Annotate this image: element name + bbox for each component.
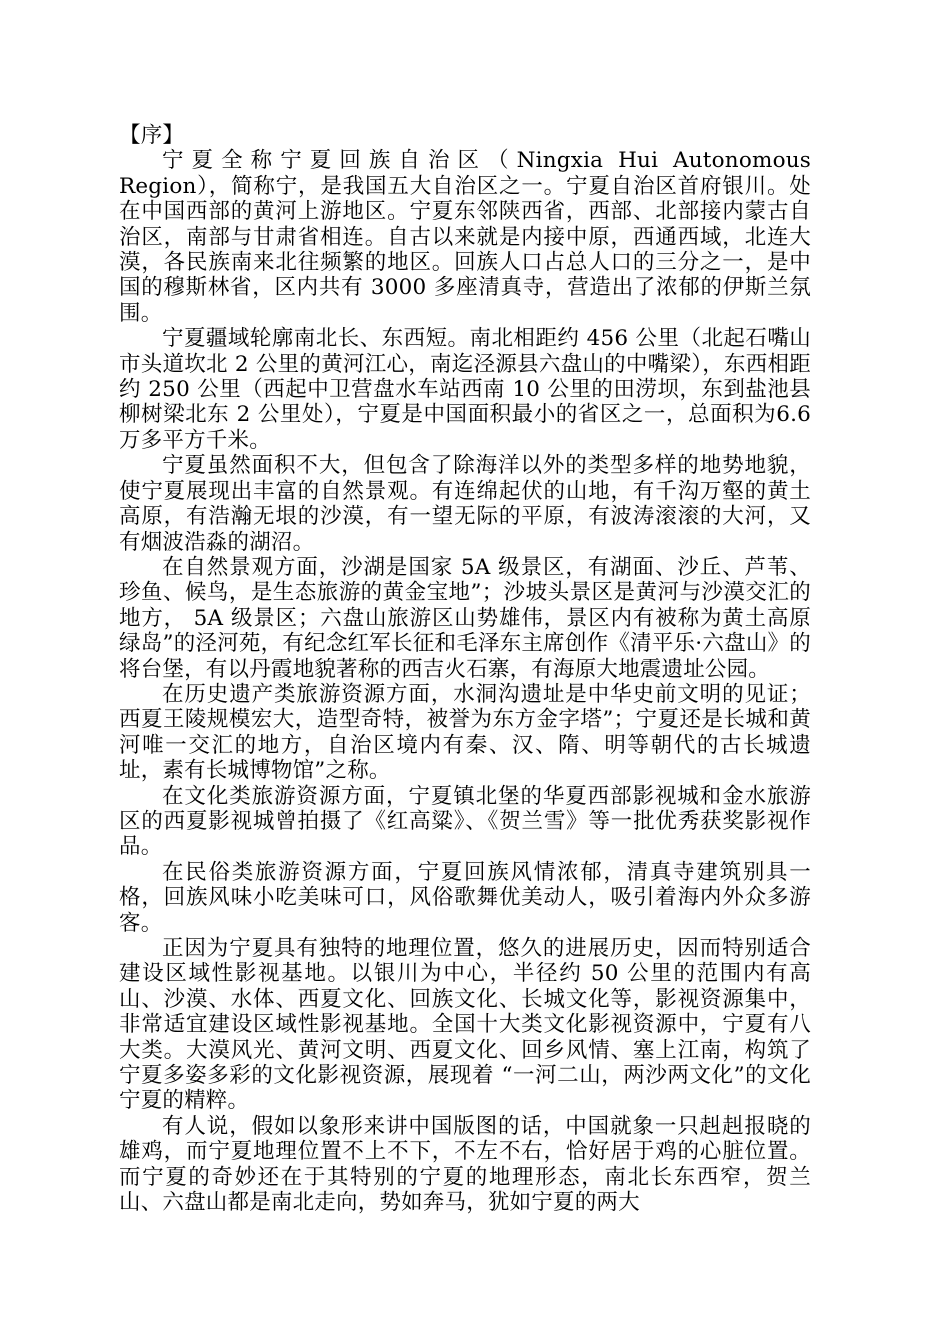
paragraph-territory: 宁夏疆域轮廓南北长、东西短。南北相距约 456 公里（北起石嘴山市头道坎北 2 公里的黄河江心，南迄泾源县六盘山的中嘴梁），东西相距约 250 公里（西起中卫营盘水车站西南 10 公里的田涝坝，东到盐池县柳树梁北东 2 公里处），宁夏是中国面积最小的省区之一，总面积为6.6万多平方千米。 (119, 326, 811, 453)
paragraph-folk-customs: 在民俗类旅游资源方面，宁夏回族风情浓郁，清真寺建筑别具一格，回族风味小吃美味可口，风俗歌舞优美动人，吸引着海内外众多游客。 (119, 859, 811, 936)
paragraph-geography-metaphor: 有人说，假如以象形来讲中国版图的话，中国就象一只赳赳报晓的雄鸡，而宁夏地理位置不上不下，不左不右，恰好居于鸡的心脏位置。而宁夏的奇妙还在于其特别的宁夏的地理形态，南北长东西窄，贺兰山、六盘山都是南北走向，势如奔马，犹如宁夏的两大 (119, 1113, 811, 1216)
paragraph-natural-scenery: 在自然景观方面，沙湖是国家 5A 级景区，有湖面、沙丘、芦苇、珍鱼、候鸟，是生态旅游的黄金宝地”；沙坡头景区是黄河与沙漠交汇的地方， 5A 级景区；六盘山旅游区山势雄伟，景区内有被称为黄土高原绿岛”的泾河苑，有纪念红军长征和毛泽东主席创作《清平乐·六盘山》的将台堡，有以丹霞地貌著称的西吉火石寨，有海原大地震遗址公园。 (119, 554, 811, 682)
section-heading: 【序】 (119, 123, 185, 148)
paragraph-film-base: 正因为宁夏具有独特的地理位置，悠久的进展历史，因而特别适合建设区域性影视基地。以银川为中心，半径约 50 公里的范围内有高山、沙漠、水体、西夏文化、回族文化、长城文化等，影视资源集中，非常适宜建设区域性影视基地。全国十大类文化影视资源中，宁夏有八大类。大漠风光、黄河文明、西夏文化、回乡风情、塞上江南，构筑了宁夏多姿多彩的文化影视资源，展现着 “一河二山，两沙两文化”的文化宁夏的精粹。 (119, 936, 811, 1114)
paragraph-overview: 宁夏全称宁夏回族自治区（Ningxia Hui Autonomous Region），简称宁，是我国五大自治区之一。宁夏自治区首府银川。处在中国西部的黄河上游地区。宁夏东邻陕西省，西部、北部接内蒙古自治区，南部与甘肃省相连。自古以来就是内接中原，西通西域，北连大漠，各民族南来北往频繁的地区。回族人口占总人口的三分之一，是中国的穆斯林省，区内共有 3000 多座清真寺，营造出了浓郁的伊斯兰氛围。 (119, 148, 811, 326)
paragraph-cultural-resources: 在文化类旅游资源方面，宁夏镇北堡的华夏西部影视城和金水旅游区的西夏影视城曾拍摄了《红高粱》、《贺兰雪》等一批优秀获奖影视作品。 (119, 783, 811, 860)
paragraph-landforms: 宁夏虽然面积不大，但包含了除海洋以外的类型多样的地势地貌，使宁夏展现出丰富的自然景观。有连绵起伏的山地，有千沟万壑的黄土高原，有浩瀚无垠的沙漠，有一望无际的平原，有波涛滚滚的大河，又有烟波浩淼的湖沼。 (119, 453, 811, 555)
document-page (119, 123, 811, 1215)
paragraph-historical-heritage: 在历史遗产类旅游资源方面，水洞沟遗址是中华史前文明的见证；西夏王陵规模宏大，造型奇特，被誉为东方金字塔”；宁夏还是长城和黄河唯一交汇的地方，自治区境内有秦、汉、隋、明等朝代的古长城遗址，素有长城博物馆”之称。 (119, 681, 811, 784)
